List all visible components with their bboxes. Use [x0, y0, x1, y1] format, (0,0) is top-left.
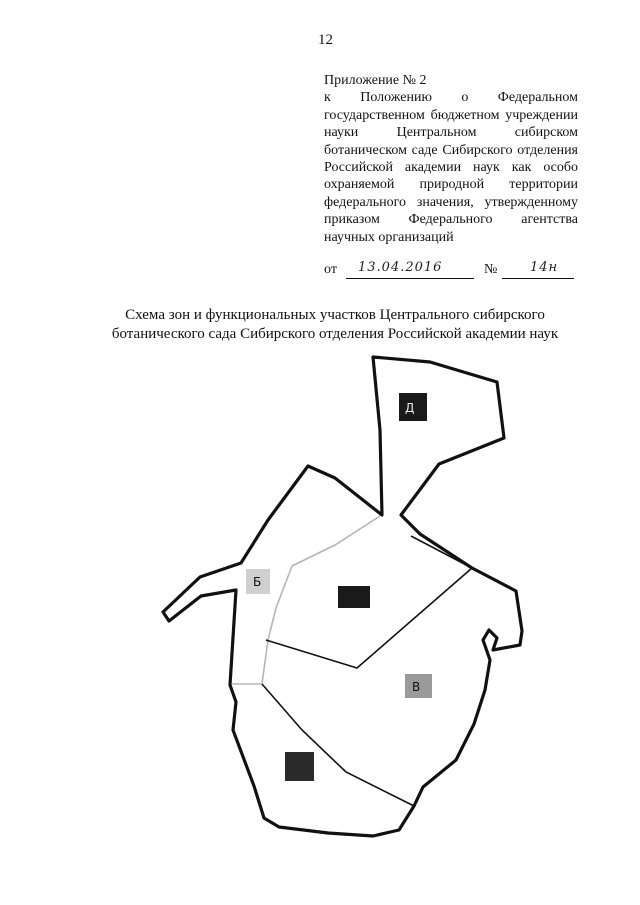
zone-d-label: Д [405, 401, 415, 415]
scheme-title: Схема зон и функциональных участков Центрального сибирского ботанического сада Сибирского отделения Российской академии наук [111, 307, 559, 342]
zone-b-label: Б [253, 575, 262, 589]
date-prefix: от [324, 262, 337, 277]
number-prefix: № [484, 262, 498, 277]
page-number: 12 [318, 32, 333, 48]
zone-v-label: В [412, 680, 421, 694]
handwritten-date: 13.04.2016 [358, 260, 443, 275]
zone-a-marker [338, 586, 370, 608]
annex-title: Приложение № 2 [324, 73, 427, 88]
zone-g-marker [285, 752, 314, 781]
map-inner-boundary-2 [262, 684, 414, 806]
annex-body: к Положению о Федеральном государственном бюджетном учреждении науки Центральном сибирском ботаническом саде Сибирского отделения Российской академии наук как особо охраняемой природной территории федерального значения, утвержденному приказом Федерального агентства научных организаций [324, 90, 578, 245]
handwritten-number: 14н [530, 260, 559, 275]
